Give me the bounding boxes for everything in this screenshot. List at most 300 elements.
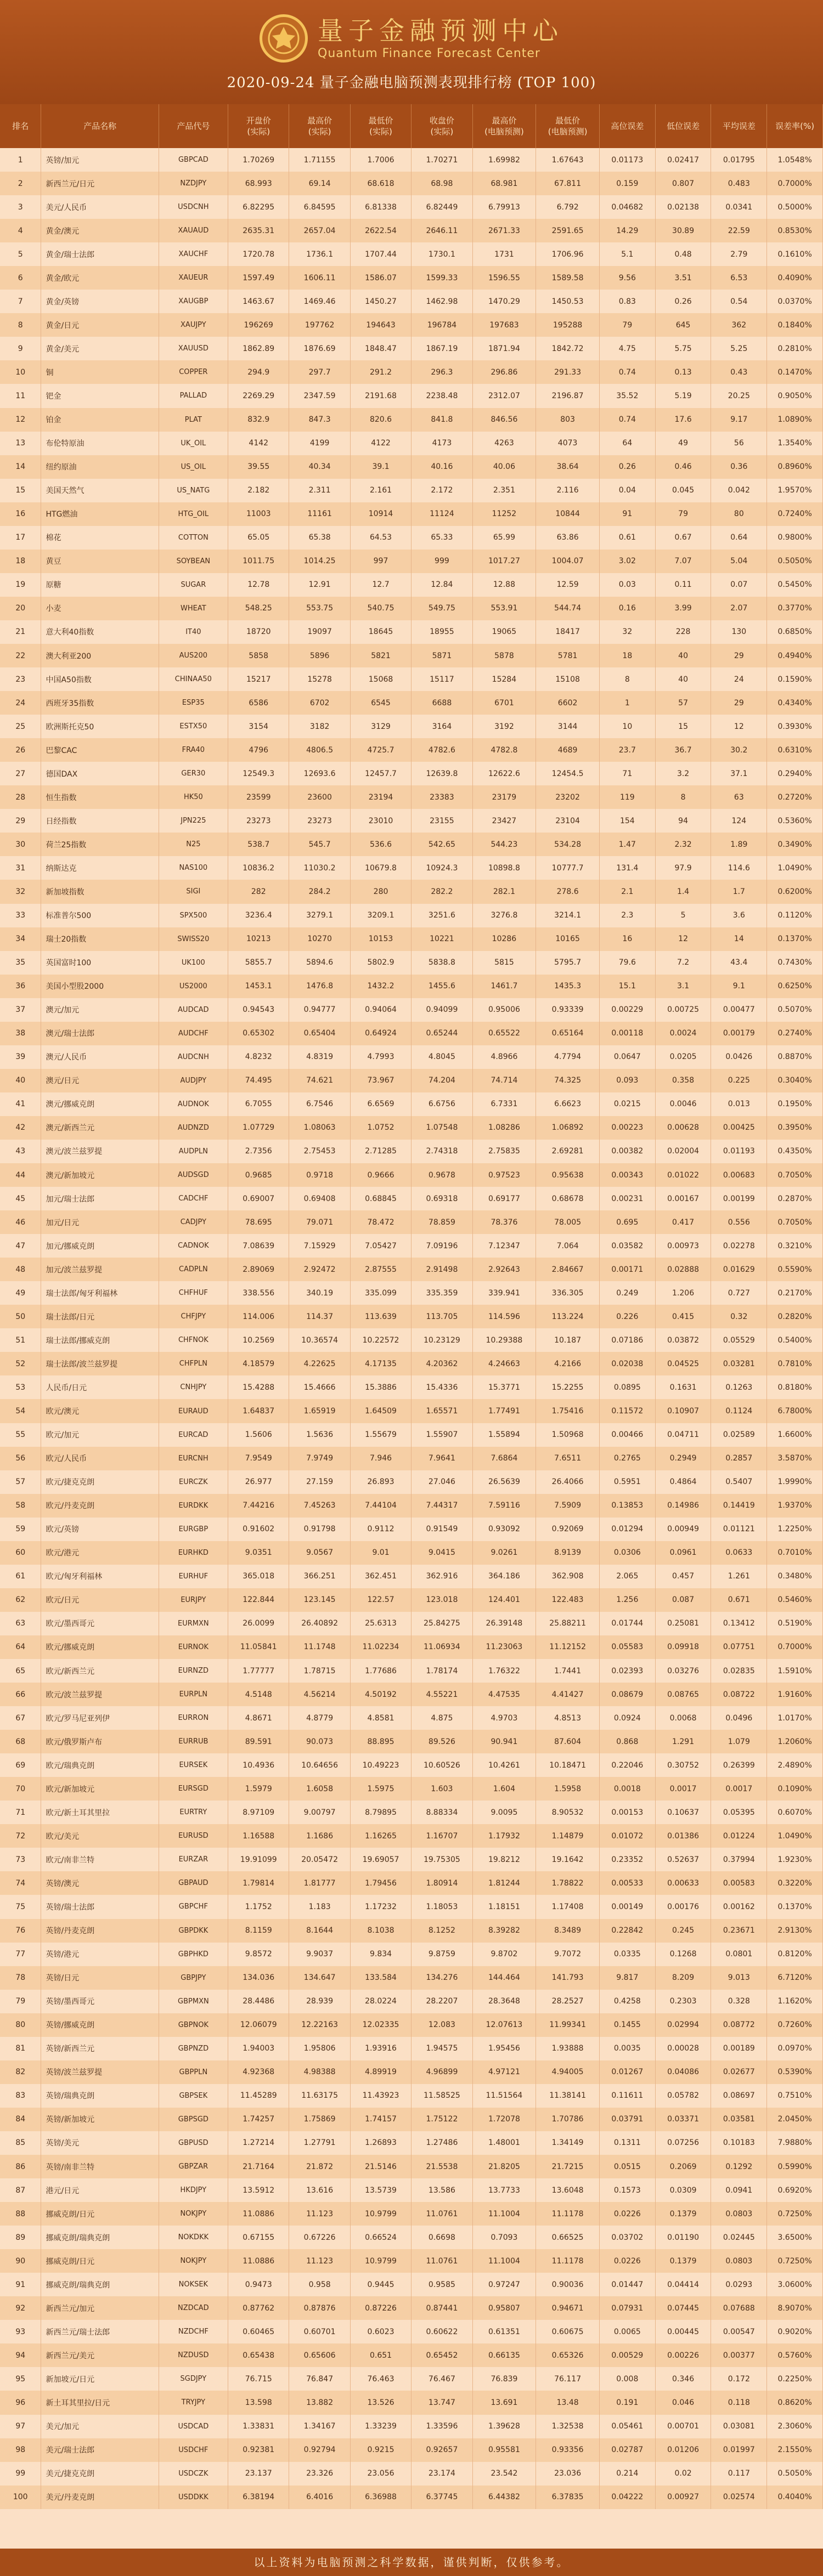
cell-erate: 0.2940% xyxy=(767,762,823,785)
cell-high: 76.847 xyxy=(289,2367,350,2391)
cell-code: NOKJPY xyxy=(159,2249,228,2273)
cell-plow: 336.305 xyxy=(536,1281,600,1305)
cell-elow: 0.03371 xyxy=(655,2108,711,2131)
cell-erate: 0.5000% xyxy=(767,195,823,219)
cell-ehigh: 0.0018 xyxy=(599,1777,655,1801)
cell-erate: 1.5910% xyxy=(767,1659,823,1683)
cell-plow: 544.74 xyxy=(536,597,600,620)
table-row xyxy=(0,1352,823,1375)
cell-low: 7.44104 xyxy=(350,1494,411,1518)
cell-high: 0.87876 xyxy=(289,2296,350,2320)
cell-ehigh: 0.249 xyxy=(599,1281,655,1305)
cell-plow: 0.65164 xyxy=(536,1022,600,1045)
cell-open: 1.5979 xyxy=(228,1777,289,1801)
cell-phigh: 11.23063 xyxy=(472,1635,536,1659)
cell-high: 8.1644 xyxy=(289,1919,350,1943)
cell-open: 78.695 xyxy=(228,1210,289,1234)
cell-elow: 0.00445 xyxy=(655,2320,711,2343)
cell-code: HTG_OIL xyxy=(159,502,228,526)
cell-open: 65.05 xyxy=(228,526,289,550)
cell-rank: 77 xyxy=(0,1943,41,1966)
cell-open: 1.79814 xyxy=(228,1871,289,1895)
cell-phigh: 23179 xyxy=(472,785,536,809)
cell-eavg: 9.17 xyxy=(711,408,767,432)
cell-erate: 0.7000% xyxy=(767,172,823,195)
cell-ehigh: 2.1 xyxy=(599,880,655,903)
cell-high: 1876.69 xyxy=(289,337,350,360)
cell-plow: 6602 xyxy=(536,691,600,715)
table-row xyxy=(0,550,823,573)
cell-rank: 92 xyxy=(0,2296,41,2320)
cell-rank: 8 xyxy=(0,313,41,337)
cell-eavg: 0.013 xyxy=(711,1092,767,1116)
cell-low: 820.6 xyxy=(350,408,411,432)
cell-code: USDCNH xyxy=(159,195,228,219)
cell-high: 6.84595 xyxy=(289,195,350,219)
cell-low: 0.9112 xyxy=(350,1518,411,1541)
cell-ehigh: 0.07186 xyxy=(599,1328,655,1352)
cell-close: 6.6756 xyxy=(412,1092,472,1116)
cell-high: 4199 xyxy=(289,432,350,455)
cell-open: 1.07729 xyxy=(228,1116,289,1140)
cell-elow: 0.245 xyxy=(655,1919,711,1943)
cell-rank: 79 xyxy=(0,1990,41,2013)
cell-erate: 8.9070% xyxy=(767,2296,823,2320)
cell-open: 0.65302 xyxy=(228,1022,289,1045)
cell-low: 0.87226 xyxy=(350,2296,411,2320)
cell-name: 黄金/瑞士法郎 xyxy=(41,242,159,266)
cell-plow: 1.06892 xyxy=(536,1116,600,1140)
cell-plow: 4689 xyxy=(536,738,600,762)
cell-rank: 34 xyxy=(0,927,41,951)
cell-name: 美元/加元 xyxy=(41,2415,159,2438)
cell-erate: 0.9050% xyxy=(767,384,823,407)
cell-open: 1.33831 xyxy=(228,2415,289,2438)
cell-erate: 0.8620% xyxy=(767,2391,823,2414)
cell-ehigh: 0.0065 xyxy=(599,2320,655,2343)
cell-close: 296.3 xyxy=(412,360,472,384)
cell-phigh: 1.95456 xyxy=(472,2037,536,2060)
cell-close: 12639.8 xyxy=(412,762,472,785)
cell-name: 日经指数 xyxy=(41,809,159,833)
cell-elow: 5 xyxy=(655,904,711,927)
cell-high: 4806.5 xyxy=(289,738,350,762)
cell-open: 4142 xyxy=(228,432,289,455)
cell-elow: 0.01206 xyxy=(655,2438,711,2462)
cell-plow: 1450.53 xyxy=(536,290,600,313)
cell-plow: 4.8513 xyxy=(536,1706,600,1730)
cell-open: 6586 xyxy=(228,691,289,715)
cell-rank: 94 xyxy=(0,2343,41,2367)
cell-phigh: 4.8966 xyxy=(472,1045,536,1069)
cell-high: 40.34 xyxy=(289,455,350,479)
cell-rank: 41 xyxy=(0,1092,41,1116)
cell-erate: 0.3040% xyxy=(767,1069,823,1092)
cell-plow: 7.064 xyxy=(536,1234,600,1258)
table-row xyxy=(0,2084,823,2108)
cell-high: 7.9749 xyxy=(289,1447,350,1470)
cell-elow: 0.0309 xyxy=(655,2178,711,2202)
cell-name: 瑞士法郎/匈牙利福林 xyxy=(41,1281,159,1305)
cell-code: WHEAT xyxy=(159,597,228,620)
cell-low: 0.66524 xyxy=(350,2226,411,2249)
cell-plow: 1.7441 xyxy=(536,1659,600,1683)
cell-phigh: 1.81244 xyxy=(472,1871,536,1895)
cell-name: 欧元/加元 xyxy=(41,1423,159,1447)
cell-plow: 23104 xyxy=(536,809,600,833)
cell-code: XAUJPY xyxy=(159,313,228,337)
cell-high: 2347.59 xyxy=(289,384,350,407)
cell-ehigh: 0.00223 xyxy=(599,1116,655,1140)
cell-name: 纽约原油 xyxy=(41,455,159,479)
cell-plow: 1.78822 xyxy=(536,1871,600,1895)
cell-rank: 93 xyxy=(0,2320,41,2343)
table-row xyxy=(0,1895,823,1918)
cell-eavg: 29 xyxy=(711,644,767,667)
cell-phigh: 26.39148 xyxy=(472,1612,536,1635)
cell-phigh: 114.596 xyxy=(472,1305,536,1328)
cell-erate: 0.3210% xyxy=(767,1234,823,1258)
cell-elow: 0.00927 xyxy=(655,2486,711,2509)
cell-eavg: 0.00377 xyxy=(711,2343,767,2367)
cell-eavg: 114.6 xyxy=(711,856,767,880)
cell-rank: 84 xyxy=(0,2108,41,2131)
cell-low: 11.43923 xyxy=(350,2084,411,2108)
cell-eavg: 0.117 xyxy=(711,2462,767,2486)
cell-erate: 0.6200% xyxy=(767,880,823,903)
cell-high: 0.69408 xyxy=(289,1187,350,1210)
cell-phigh: 7.6864 xyxy=(472,1447,536,1470)
table-row xyxy=(0,1801,823,1824)
cell-code: US2000 xyxy=(159,975,228,998)
cell-rank: 9 xyxy=(0,337,41,360)
table-row xyxy=(0,242,823,266)
cell-rank: 62 xyxy=(0,1588,41,1612)
cell-open: 23.137 xyxy=(228,2462,289,2486)
column-header-label: 产品名称 xyxy=(83,121,117,131)
cell-rank: 50 xyxy=(0,1305,41,1328)
cell-plow: 11.38141 xyxy=(536,2084,600,2108)
cell-erate: 0.5050% xyxy=(767,550,823,573)
cell-eavg: 29 xyxy=(711,691,767,715)
column-header-elow xyxy=(655,104,711,148)
disclaimer-footer: 以上资料为电脑预测之科学数据，谨供判断，仅供参考。 xyxy=(0,2549,823,2576)
cell-eavg: 6.53 xyxy=(711,266,767,290)
cell-plow: 63.86 xyxy=(536,526,600,550)
cell-ehigh: 0.00149 xyxy=(599,1895,655,1918)
cell-elow: 3.99 xyxy=(655,597,711,620)
cell-plow: 1.5958 xyxy=(536,1777,600,1801)
cell-plow: 1.70786 xyxy=(536,2108,600,2131)
cell-code: AUDSGD xyxy=(159,1163,228,1187)
cell-phigh: 0.93092 xyxy=(472,1518,536,1541)
cell-plow: 362.908 xyxy=(536,1565,600,1588)
cell-code: SPX500 xyxy=(159,904,228,927)
cell-elow: 0.03872 xyxy=(655,1328,711,1352)
cell-name: 黄金/澳元 xyxy=(41,219,159,242)
cell-rank: 47 xyxy=(0,1234,41,1258)
cell-low: 280 xyxy=(350,880,411,903)
cell-ehigh: 0.13853 xyxy=(599,1494,655,1518)
cell-phigh: 0.66135 xyxy=(472,2343,536,2367)
cell-plow: 113.224 xyxy=(536,1305,600,1328)
cell-open: 6.82295 xyxy=(228,195,289,219)
cell-low: 10.22572 xyxy=(350,1328,411,1352)
cell-elow: 0.4864 xyxy=(655,1470,711,1494)
cell-phigh: 1017.27 xyxy=(472,550,536,573)
cell-phigh: 28.3648 xyxy=(472,1990,536,2013)
cell-eavg: 9.013 xyxy=(711,1966,767,1990)
cell-eavg: 0.08697 xyxy=(711,2084,767,2108)
cell-high: 27.159 xyxy=(289,1470,350,1494)
cell-close: 1.94575 xyxy=(412,2037,472,2060)
cell-erate: 6.7800% xyxy=(767,1399,823,1423)
cell-close: 4.96899 xyxy=(412,2060,472,2084)
cell-code: AUDNZD xyxy=(159,1116,228,1140)
cell-ehigh: 0.00382 xyxy=(599,1140,655,1163)
cell-plow: 1.32538 xyxy=(536,2415,600,2438)
cell-low: 335.099 xyxy=(350,1281,411,1305)
cell-open: 1.16588 xyxy=(228,1824,289,1848)
cell-rank: 18 xyxy=(0,550,41,573)
cell-phigh: 23.542 xyxy=(472,2462,536,2486)
cell-plow: 1.93888 xyxy=(536,2037,600,2060)
cell-code: SGDJPY xyxy=(159,2367,228,2391)
cell-elow: 0.0046 xyxy=(655,1092,711,1116)
cell-open: 12.06079 xyxy=(228,2013,289,2037)
cell-phigh: 9.8702 xyxy=(472,1943,536,1966)
cell-elow: 0.03276 xyxy=(655,1659,711,1683)
cell-code: GER30 xyxy=(159,762,228,785)
cell-rank: 14 xyxy=(0,455,41,479)
cell-phigh: 544.23 xyxy=(472,833,536,856)
cell-high: 1469.46 xyxy=(289,290,350,313)
cell-low: 1450.27 xyxy=(350,290,411,313)
cell-phigh: 74.714 xyxy=(472,1069,536,1092)
cell-ehigh: 0.695 xyxy=(599,1210,655,1234)
cell-low: 13.5739 xyxy=(350,2178,411,2202)
cell-rank: 54 xyxy=(0,1399,41,1423)
cell-ehigh: 91 xyxy=(599,502,655,526)
cell-erate: 1.9370% xyxy=(767,1494,823,1518)
cell-ehigh: 0.74 xyxy=(599,360,655,384)
cell-close: 0.92657 xyxy=(412,2438,472,2462)
cell-eavg: 0.08722 xyxy=(711,1683,767,1706)
cell-high: 19097 xyxy=(289,620,350,644)
cell-name: 加元/瑞士法郎 xyxy=(41,1187,159,1210)
cell-plow: 0.95638 xyxy=(536,1163,600,1187)
table-row xyxy=(0,620,823,644)
cell-ehigh: 0.214 xyxy=(599,2462,655,2486)
cell-ehigh: 0.4258 xyxy=(599,1990,655,2013)
cell-code: EURCZK xyxy=(159,1470,228,1494)
cell-elow: 0.01386 xyxy=(655,1824,711,1848)
table-row xyxy=(0,502,823,526)
cell-ehigh: 9.56 xyxy=(599,266,655,290)
cell-plow: 21.7215 xyxy=(536,2155,600,2178)
cell-low: 1848.47 xyxy=(350,337,411,360)
cell-plow: 278.6 xyxy=(536,880,600,903)
table-row xyxy=(0,1305,823,1328)
cell-plow: 25.88211 xyxy=(536,1612,600,1635)
cell-rank: 70 xyxy=(0,1777,41,1801)
cell-open: 0.9685 xyxy=(228,1163,289,1187)
cell-elow: 0.02138 xyxy=(655,195,711,219)
cell-low: 12.02335 xyxy=(350,2013,411,2037)
cell-open: 4.92368 xyxy=(228,2060,289,2084)
table-row xyxy=(0,1518,823,1541)
cell-name: 欧元/波兰兹罗提 xyxy=(41,1683,159,1706)
table-row xyxy=(0,1541,823,1565)
cell-eavg: 0.23671 xyxy=(711,1919,767,1943)
cell-open: 134.036 xyxy=(228,1966,289,1990)
cell-code: EURMXN xyxy=(159,1612,228,1635)
cell-high: 13.882 xyxy=(289,2391,350,2414)
column-header-label: 开盘价 xyxy=(246,116,271,126)
cell-close: 2238.48 xyxy=(412,384,472,407)
cell-low: 1586.07 xyxy=(350,266,411,290)
cell-erate: 0.7050% xyxy=(767,1210,823,1234)
cell-low: 4.8581 xyxy=(350,1706,411,1730)
cell-phigh: 0.95581 xyxy=(472,2438,536,2462)
cell-elow: 0.02994 xyxy=(655,2013,711,2037)
cell-close: 2646.11 xyxy=(412,219,472,242)
cell-low: 4725.7 xyxy=(350,738,411,762)
cell-elow: 0.1631 xyxy=(655,1375,711,1399)
table-row xyxy=(0,856,823,880)
cell-eavg: 0.00425 xyxy=(711,1116,767,1140)
cell-open: 2635.31 xyxy=(228,219,289,242)
table-row xyxy=(0,408,823,432)
column-header-label: 最高价 xyxy=(492,116,517,126)
cell-ehigh: 2.3 xyxy=(599,904,655,927)
cell-eavg: 0.01997 xyxy=(711,2438,767,2462)
cell-low: 0.6023 xyxy=(350,2320,411,2343)
cell-open: 4796 xyxy=(228,738,289,762)
cell-name: HTG燃油 xyxy=(41,502,159,526)
column-header-label: 高位误差 xyxy=(611,121,644,131)
cell-phigh: 0.95807 xyxy=(472,2296,536,2320)
table-row xyxy=(0,1328,823,1352)
cell-ehigh: 0.04682 xyxy=(599,195,655,219)
cell-elow: 0.0205 xyxy=(655,1045,711,1069)
cell-name: 澳元/新加坡元 xyxy=(41,1163,159,1187)
cell-rank: 22 xyxy=(0,644,41,667)
cell-open: 23599 xyxy=(228,785,289,809)
cell-rank: 1 xyxy=(0,148,41,172)
cell-ehigh: 0.05461 xyxy=(599,2415,655,2438)
cell-phigh: 4.97121 xyxy=(472,2060,536,2084)
cell-low: 1.0752 xyxy=(350,1116,411,1140)
table-row xyxy=(0,880,823,903)
cell-high: 26.40892 xyxy=(289,1612,350,1635)
cell-plow: 23202 xyxy=(536,785,600,809)
cell-eavg: 0.14419 xyxy=(711,1494,767,1518)
cell-plow: 1.50968 xyxy=(536,1423,600,1447)
cell-low: 10.9799 xyxy=(350,2249,411,2273)
cell-open: 18720 xyxy=(228,620,289,644)
cell-ehigh: 0.22046 xyxy=(599,1753,655,1777)
cell-eavg: 0.00199 xyxy=(711,1187,767,1210)
cell-name: 铂金 xyxy=(41,408,159,432)
cell-name: 挪威克朗/日元 xyxy=(41,2249,159,2273)
cell-eavg: 0.02835 xyxy=(711,1659,767,1683)
cell-rank: 66 xyxy=(0,1683,41,1706)
cell-name: 黄金/美元 xyxy=(41,337,159,360)
cell-ehigh: 0.00171 xyxy=(599,1258,655,1281)
cell-low: 26.893 xyxy=(350,1470,411,1494)
cell-open: 0.94543 xyxy=(228,998,289,1022)
cell-open: 28.4486 xyxy=(228,1990,289,2013)
cell-high: 0.91798 xyxy=(289,1518,350,1541)
cell-ehigh: 119 xyxy=(599,785,655,809)
cell-low: 73.967 xyxy=(350,1069,411,1092)
cell-code: CADCHF xyxy=(159,1187,228,1210)
cell-code: AUDNOK xyxy=(159,1092,228,1116)
cell-ehigh: 23.7 xyxy=(599,738,655,762)
cell-low: 5821 xyxy=(350,644,411,667)
cell-erate: 0.5050% xyxy=(767,2462,823,2486)
cell-rank: 68 xyxy=(0,1730,41,1753)
cell-low: 1707.44 xyxy=(350,242,411,266)
cell-phigh: 68.981 xyxy=(472,172,536,195)
cell-plow: 10.18471 xyxy=(536,1753,600,1777)
cell-high: 12.91 xyxy=(289,573,350,597)
cell-name: 小麦 xyxy=(41,597,159,620)
cell-name: 英镑/南非兰特 xyxy=(41,2155,159,2178)
cell-phigh: 19065 xyxy=(472,620,536,644)
cell-high: 1.34167 xyxy=(289,2415,350,2438)
cell-rank: 20 xyxy=(0,597,41,620)
cell-erate: 0.1090% xyxy=(767,1777,823,1801)
cell-name: 黄金/日元 xyxy=(41,313,159,337)
cell-rank: 40 xyxy=(0,1069,41,1092)
cell-code: CHINAA50 xyxy=(159,667,228,691)
cell-code: EURZAR xyxy=(159,1848,228,1871)
cell-code: GBPSEK xyxy=(159,2084,228,2108)
table-row xyxy=(0,644,823,667)
cell-rank: 16 xyxy=(0,502,41,526)
cell-open: 12549.3 xyxy=(228,762,289,785)
cell-open: 8.97109 xyxy=(228,1801,289,1824)
cell-ehigh: 0.226 xyxy=(599,1305,655,1328)
column-header-sublabel: (实际) xyxy=(430,127,454,137)
cell-ehigh: 71 xyxy=(599,762,655,785)
column-header-label: 最高价 xyxy=(307,116,332,126)
cell-name: 挪威克朗/瑞典克朗 xyxy=(41,2273,159,2296)
cell-eavg: 0.26399 xyxy=(711,1753,767,1777)
cell-open: 1720.78 xyxy=(228,242,289,266)
cell-phigh: 4.9703 xyxy=(472,1706,536,1730)
cell-open: 1.5606 xyxy=(228,1423,289,1447)
cell-close: 6.37745 xyxy=(412,2486,472,2509)
cell-plow: 0.68678 xyxy=(536,1187,600,1210)
cell-name: 澳元/日元 xyxy=(41,1069,159,1092)
cell-close: 0.91549 xyxy=(412,1518,472,1541)
cell-low: 11.02234 xyxy=(350,1635,411,1659)
cell-elow: 0.13 xyxy=(655,360,711,384)
cell-rank: 83 xyxy=(0,2084,41,2108)
table-row xyxy=(0,762,823,785)
cell-eavg: 0.5407 xyxy=(711,1470,767,1494)
cell-phigh: 6701 xyxy=(472,691,536,715)
cell-phigh: 10.29388 xyxy=(472,1328,536,1352)
cell-high: 545.7 xyxy=(289,833,350,856)
cell-name: 欧元/罗马尼亚列伊 xyxy=(41,1706,159,1730)
cell-elow: 0.358 xyxy=(655,1069,711,1092)
cell-elow: 0.02417 xyxy=(655,148,711,172)
cell-close: 4782.6 xyxy=(412,738,472,762)
